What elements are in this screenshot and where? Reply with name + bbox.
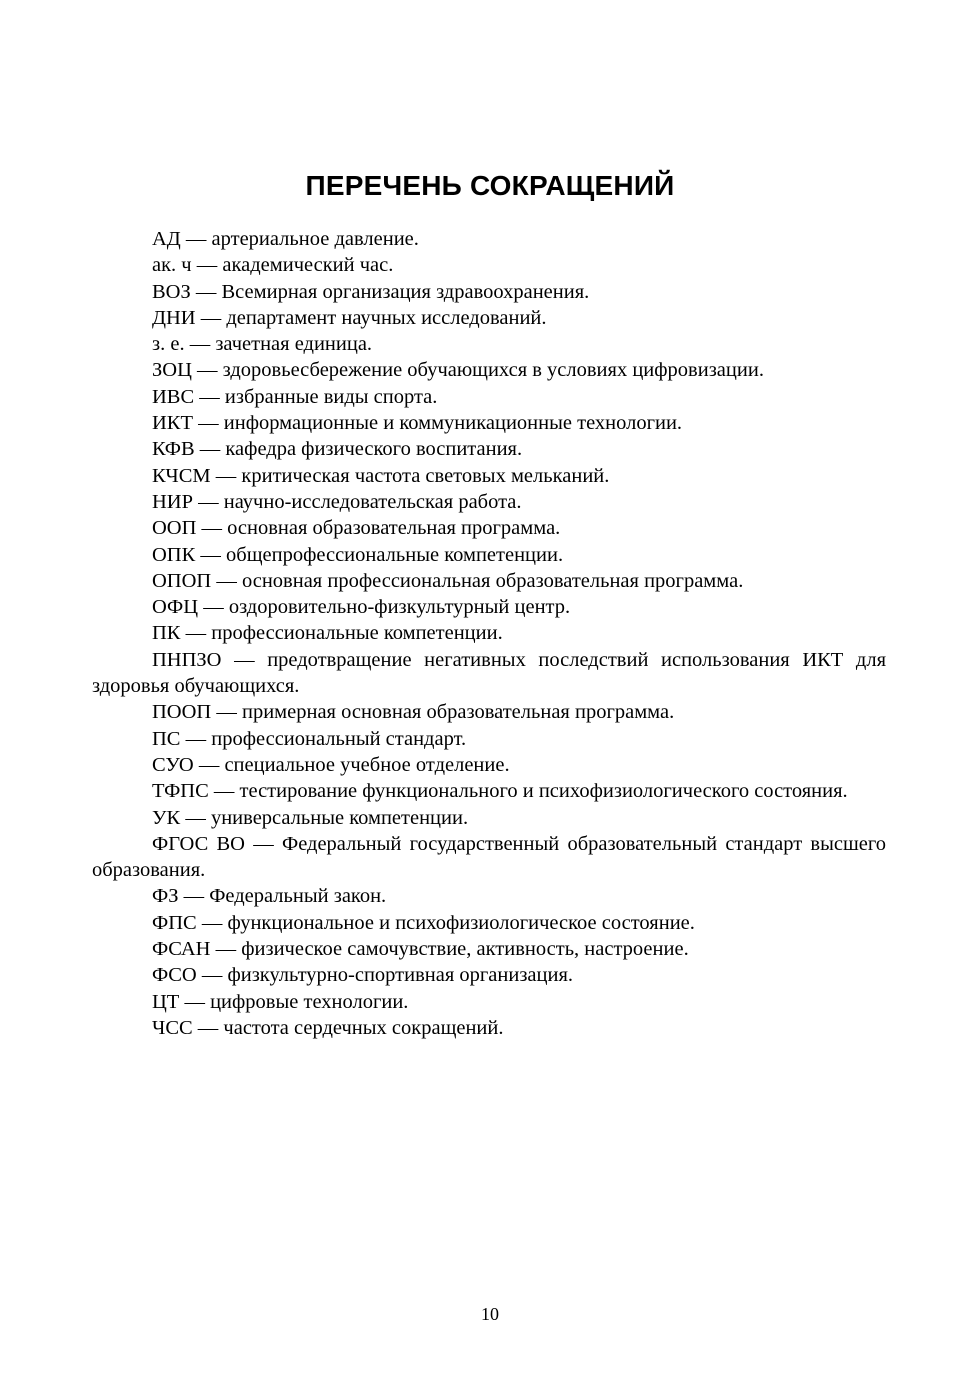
abbreviation-definition: физкультурно-спортивная организация. <box>227 964 574 987</box>
abbreviation-separator: — <box>193 412 224 435</box>
abbreviation-entry <box>92 594 886 620</box>
abbreviation-separator: — <box>194 385 225 408</box>
abbreviation-separator: — <box>194 438 226 461</box>
abbreviation-term: ООП <box>152 517 197 540</box>
abbreviation-entry <box>92 1015 886 1041</box>
abbreviation-definition: частота сердечных сокращений. <box>223 1016 504 1039</box>
abbreviation-separator: — <box>208 780 240 803</box>
abbreviation-definition: профессиональные компетенции. <box>211 622 503 645</box>
abbreviation-entry <box>92 568 886 594</box>
abbreviation-separator: — <box>196 911 228 934</box>
abbreviation-entry <box>92 989 886 1015</box>
abbreviation-entry <box>92 357 886 383</box>
abbreviation-definition: предотвращение негативных последствий использования ИКТ для здоровья обучающихся. <box>92 648 887 698</box>
abbreviation-definition: профессиональный стандарт. <box>211 727 467 750</box>
abbreviation-separator: — <box>193 490 224 513</box>
abbreviation-term: ПНПЗО <box>152 648 222 671</box>
abbreviation-definition: зачетная единица. <box>215 333 373 356</box>
abbreviation-entry <box>92 883 886 909</box>
abbreviation-term: ФСО <box>152 964 197 987</box>
abbreviation-separator: — <box>211 701 242 724</box>
abbreviation-term: ФГОС ВО <box>152 832 245 855</box>
abbreviation-separator: — <box>210 464 242 487</box>
abbreviation-term: ЦТ <box>152 990 180 1013</box>
abbreviation-separator: — <box>198 596 229 619</box>
abbreviation-term: АД <box>152 228 181 250</box>
abbreviation-term: ак. ч <box>152 254 192 277</box>
abbreviation-definition: департамент научных исследований. <box>226 306 547 329</box>
abbreviation-separator: — <box>192 1016 224 1039</box>
page-title: ПЕРЕЧЕНЬ СОКРАЩЕНИЙ <box>305 170 675 201</box>
abbreviation-definition: критическая частота световых мельканий. <box>241 464 610 487</box>
abbreviation-definition: избранные виды спорта. <box>224 385 438 408</box>
abbreviation-separator: — <box>210 938 242 961</box>
abbreviation-separator: — <box>178 885 210 908</box>
abbreviation-term: ФПС <box>152 911 197 934</box>
abbreviation-separator: — <box>191 254 223 277</box>
abbreviation-definition: цифровые технологии. <box>210 990 409 1013</box>
abbreviation-term: ТФПС <box>152 780 209 803</box>
abbreviation-separator: — <box>195 306 227 329</box>
abbreviation-term: ДНИ <box>152 306 196 329</box>
abbreviation-term: ПК <box>152 622 181 645</box>
abbreviation-separator: — <box>191 359 223 382</box>
abbreviation-definition: здоровьесбережение обучающихся в условиях цифровизации. <box>222 359 764 382</box>
abbreviation-term: ИВС <box>152 385 195 408</box>
abbreviation-separator: — <box>221 648 268 671</box>
abbreviation-entry <box>92 752 886 778</box>
abbreviation-entry <box>92 910 886 936</box>
abbreviation-separator: — <box>184 333 216 356</box>
abbreviation-entry <box>92 726 886 752</box>
abbreviation-term: ОПОП <box>152 569 212 592</box>
abbreviation-definition: кафедра физического воспитания. <box>225 438 523 461</box>
abbreviation-separator: — <box>179 990 211 1013</box>
abbreviation-definition: основная образовательная программа. <box>227 517 561 540</box>
abbreviation-term: ПООП <box>152 701 212 724</box>
abbreviation-entry <box>92 647 886 700</box>
abbreviation-entry <box>92 463 886 489</box>
abbreviation-entry <box>92 279 886 305</box>
abbreviation-entry <box>92 831 886 884</box>
abbreviation-entry <box>92 778 886 804</box>
abbreviation-entry <box>92 489 886 515</box>
abbreviation-term: ЧСС <box>152 1016 193 1039</box>
abbreviation-definition: Федеральный закон. <box>209 885 387 908</box>
abbreviation-entry <box>92 542 886 568</box>
abbreviation-entry <box>92 384 886 410</box>
abbreviation-term: КФВ <box>152 438 195 461</box>
abbreviation-term: УК <box>152 806 181 829</box>
abbreviation-separator: — <box>196 964 228 987</box>
abbreviation-definition: Всемирная организация здравоохранения. <box>221 280 590 303</box>
abbreviation-list <box>92 226 886 1041</box>
abbreviation-separator: — <box>195 543 227 566</box>
abbreviation-definition: примерная основная образовательная программа. <box>241 701 675 724</box>
abbreviation-separator: — <box>180 806 211 829</box>
abbreviation-separator: — <box>245 832 282 855</box>
abbreviation-entry <box>92 410 886 436</box>
abbreviation-separator: — <box>196 517 228 540</box>
abbreviation-separator: — <box>180 727 212 750</box>
abbreviation-term: ОПК <box>152 543 196 566</box>
page-number: 10 <box>481 1304 499 1324</box>
abbreviation-entry <box>92 436 886 462</box>
abbreviation-term: з. е. <box>152 333 185 356</box>
abbreviation-term: ОФЦ <box>152 596 199 619</box>
abbreviation-separator: — <box>193 753 225 776</box>
abbreviation-separator: — <box>180 622 212 645</box>
abbreviation-definition: академический час. <box>222 254 394 277</box>
abbreviation-entry <box>92 805 886 831</box>
abbreviation-entry <box>92 620 886 646</box>
abbreviation-definition: специальное учебное отделение. <box>224 753 510 776</box>
abbreviation-definition: универсальные компетенции. <box>210 806 469 829</box>
abbreviation-entry <box>92 305 886 331</box>
abbreviation-separator: — <box>211 569 242 592</box>
abbreviation-definition: информационные и коммуникационные технологии. <box>223 412 683 435</box>
abbreviation-definition: тестирование функционального и психофизиологического состояния. <box>239 780 848 803</box>
abbreviation-entry <box>92 936 886 962</box>
abbreviation-definition: общепрофессиональные компетенции. <box>226 543 564 566</box>
abbreviation-definition: научно-исследовательская работа. <box>223 490 522 513</box>
abbreviation-definition: физическое самочувствие, активность, настроение. <box>241 938 689 961</box>
abbreviation-definition: функциональное и психофизиологическое состояние. <box>227 911 695 934</box>
abbreviation-entry <box>92 515 886 541</box>
abbreviation-separator: — <box>180 228 212 250</box>
abbreviation-term: ПС <box>152 727 181 750</box>
abbreviation-entry <box>92 331 886 357</box>
abbreviation-entry <box>92 252 886 278</box>
abbreviation-term: НИР <box>152 490 194 513</box>
abbreviation-definition: оздоровительно-физкультурный центр. <box>228 596 571 619</box>
abbreviation-entry <box>92 699 886 725</box>
abbreviation-definition: артериальное давление. <box>211 228 419 250</box>
abbreviation-term: ВОЗ <box>152 280 191 303</box>
abbreviation-definition: основная профессиональная образовательная программа. <box>241 569 744 592</box>
abbreviation-term: СУО <box>152 753 194 776</box>
abbreviation-entry <box>92 962 886 988</box>
abbreviation-term: КЧСМ <box>152 464 211 487</box>
abbreviation-term: ИКТ <box>152 412 193 435</box>
abbreviation-definition: Федеральный государственный образовательный стандарт высшего образования. <box>92 832 886 882</box>
abbreviation-term: ФСАН <box>152 938 211 961</box>
abbreviation-term: ЗОЦ <box>152 359 192 382</box>
abbreviation-term: ФЗ <box>152 885 179 908</box>
abbreviation-entry <box>92 226 886 252</box>
abbreviation-separator: — <box>190 280 222 303</box>
